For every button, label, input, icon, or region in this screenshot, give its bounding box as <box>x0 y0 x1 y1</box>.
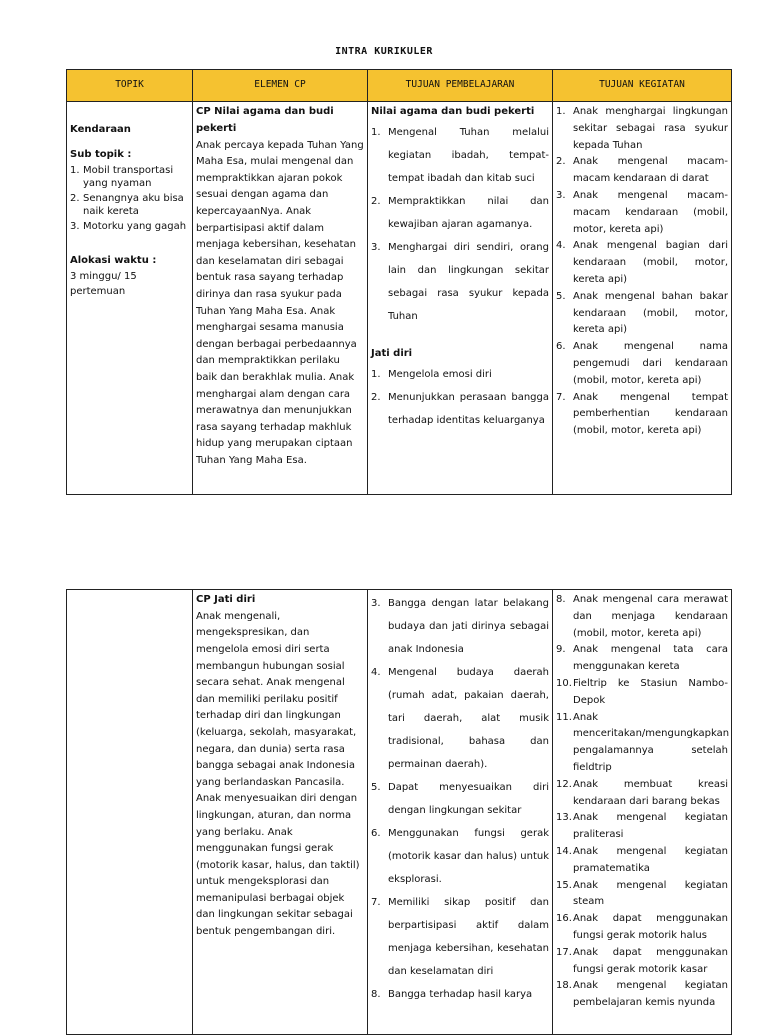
tp-list-jati-diri <box>371 363 549 432</box>
list-item <box>371 776 549 822</box>
list-item-text: Mengenal Tuhan melalui kegiatan ibadah, tempat-tempat ibadah dan kitab suci <box>388 126 549 184</box>
tp-list-nilai-agama <box>371 121 549 328</box>
list-item-number: 9. <box>556 644 566 656</box>
list-item-number: 5. <box>556 290 566 302</box>
cp-text: Anak mengenali, mengekspresikan, dan mengelola emosi diri serta membangun hubungan sosial secara sehat. Anak mengenal dan memiliki perilaku positif terhadap diri dan lingkungan (keluarga, sekolah, masyarakat, negara, dan dunia) serta rasa bangga sebagai anak Indonesia yang berlandaskan Pancasila. Anak menyesuaikan diri dengan lingkungan, aturan, dan norma yang berlaku. Anak menggunakan fungsi gerak (motorik kasar, halus, dan taktil) untuk mengeksplorasi dan memanipulasi berbagai objek dan lingkungan sekitar sebagai bentuk pengembangan diri. <box>196 610 360 938</box>
cp-heading: CP Jati diri <box>196 594 256 605</box>
list-item-text: Anak mengenal kegiatan pramatematika <box>573 845 728 874</box>
list-item-number: 7. <box>556 391 566 403</box>
list-item-number: 15. <box>556 879 572 891</box>
list-item <box>70 220 189 233</box>
list-item-number: 1. <box>556 106 566 117</box>
list-item-number: 17. <box>556 946 572 958</box>
list-item-number: 18. <box>556 980 572 992</box>
header-tujuan-pembelajaran: TUJUAN PEMBELAJARAN <box>368 70 553 102</box>
list-item-number: 2. <box>371 391 381 403</box>
list-item-number: 7. <box>371 897 381 908</box>
list-item-number: 5. <box>371 782 381 793</box>
tujuan-kegiatan-cell <box>553 590 732 1035</box>
list-item-text: Motorku yang gagah <box>83 220 187 232</box>
document-title: INTRA KURIKULER <box>335 46 433 57</box>
list-item <box>371 661 549 776</box>
alokasi-label: Alokasi waktu : <box>70 254 157 266</box>
tujuan-pembelajaran-cell <box>368 102 553 495</box>
list-item-text: Menggunakan fungsi gerak (motorik kasar dan halus) untuk eksplorasi. <box>388 828 549 885</box>
tujuan-kegiatan-cell <box>553 102 732 495</box>
tk-list <box>556 104 728 440</box>
list-item <box>556 945 728 979</box>
curriculum-table-1 <box>66 69 732 495</box>
list-item-text: Menghargai diri sendiri, orang lain dan lingkungan sekitar sebagai rasa syukur kepada Tuhan <box>388 241 549 322</box>
topik-cell-empty <box>67 590 193 1035</box>
list-item-text: Anak mengenal macam-macam kendaraan di darat <box>573 156 728 185</box>
list-item <box>371 592 549 661</box>
topik-cell <box>67 102 193 495</box>
list-item <box>556 238 728 288</box>
list-item <box>556 188 728 238</box>
subtopic-label: Sub topik : <box>70 148 132 160</box>
list-item-number: 4. <box>371 667 381 678</box>
list-item-text: Bangga terhadap hasil karya <box>388 989 533 1000</box>
tp-heading-jati-diri: Jati diri <box>371 347 413 359</box>
list-item-text: Anak mengenal bagian dari kendaraan (mobil, motor, kereta api) <box>573 240 728 285</box>
list-item <box>556 810 728 844</box>
tp-list <box>371 592 549 1006</box>
tp-heading-nilai-agama: Nilai agama dan budi pekerti <box>371 106 535 117</box>
tk-list <box>556 592 728 1012</box>
list-item-number: 6. <box>556 341 566 353</box>
table-header-row <box>67 70 732 102</box>
list-item-number: 1. <box>371 126 381 138</box>
cp-text: Anak percaya kepada Tuhan Yang Maha Esa, mulai mengenal dan mempraktikkan ajaran pokok sesuai dengan agama dan kepercayaanNya. Anak berpartisipasi aktif dalam menjaga kebersihan, kesehatan dan keselamatan diri sebagai bentuk rasa sayang terhadap dirinya dan rasa syukur pada Tuhan Yang Maha Esa. Anak menghargai sesama manusia dengan berbagai perbedaannya dan mempraktikkan perilaku baik dan berakhlak mulia. Anak menghargai alam dengan cara merawatnya dan menunjukkan rasa sayang terhadap makhluk hidup yang merupakan ciptaan Tuhan Yang Maha Esa. <box>196 139 364 466</box>
list-item-text: Anak dapat menggunakan fungsi gerak motorik halus <box>573 913 728 941</box>
list-item-text: Anak dapat menggunakan fungsi gerak motorik kasar <box>573 946 728 975</box>
list-item-text: Memiliki sikap positif dan berpartisipasi aktif dalam menjaga kebersihan, kesehatan dan keselamatan diri <box>388 897 549 977</box>
list-item <box>371 363 549 386</box>
list-item-number: 3. <box>371 598 381 609</box>
list-item-text: Anak mengenal kegiatan praliterasi <box>573 812 728 841</box>
list-item-text: Anak mengenal bahan bakar kendaraan (mobil, motor, kereta api) <box>573 290 728 336</box>
list-item-number: 10. <box>556 677 572 689</box>
list-item <box>371 121 549 190</box>
list-item <box>556 878 728 912</box>
alokasi-text: 3 minggu/ 15 pertemuan <box>70 271 137 298</box>
list-item-text: Anak mengenal cara merawat dan menjaga kendaraan (mobil, motor, kereta api) <box>573 594 728 639</box>
list-item-number: 8. <box>556 594 566 605</box>
list-item-text: Menunjukkan perasaan bangga terhadap identitas keluarganya <box>388 391 549 426</box>
table-row <box>67 590 732 1035</box>
list-item <box>371 386 549 432</box>
list-item <box>556 911 728 945</box>
list-item <box>371 236 549 328</box>
list-item-text: Anak mengenal tempat pemberhentian kendaraan (mobil, motor, kereta api) <box>573 391 728 437</box>
list-item-number: 16. <box>556 913 572 925</box>
list-item-text: Anak mengenal macam-macam kendaraan (mobil, motor, kereta api) <box>573 189 728 235</box>
list-item-text: Mengenal budaya daerah (rumah adat, pakaian daerah, tari daerah, alat musik tradisional, bahasa dan permainan daerah). <box>388 667 549 770</box>
list-item-number: 2. <box>371 195 381 207</box>
list-item <box>556 710 728 777</box>
list-item-number: 4. <box>556 240 566 252</box>
table-row <box>67 102 732 495</box>
list-item-text: Anak menceritakan/mengungkapkan pengalamannya setelah fieldtrip <box>573 711 730 773</box>
list-item-text: Mengelola emosi diri <box>388 368 492 380</box>
list-item <box>70 164 189 190</box>
list-item-text: Bangga dengan latar belakang budaya dan jati dirinya sebagai anak Indonesia <box>388 598 549 655</box>
topic-name: Kendaraan <box>70 124 131 135</box>
elemen-cp-cell <box>193 590 368 1035</box>
list-item <box>70 192 189 218</box>
list-item-number: 3. <box>371 241 381 253</box>
list-item <box>371 891 549 983</box>
header-topik: TOPIK <box>67 70 193 102</box>
list-item-number: 3. <box>556 189 566 201</box>
cp-heading: CP Nilai agama dan budi pekerti <box>196 106 334 134</box>
tujuan-pembelajaran-cell <box>368 590 553 1035</box>
list-item-text: Anak mengenal nama pengemudi dari kendaraan (mobil, motor, kereta api) <box>573 341 728 386</box>
list-item <box>371 822 549 891</box>
list-item-text: Anak mengenal tata cara menggunakan kereta <box>573 644 728 673</box>
list-item-number: 2. <box>556 156 566 168</box>
header-tujuan-kegiatan: TUJUAN KEGIATAN <box>553 70 732 102</box>
list-item-text: Anak menghargai lingkungan sekitar sebagai rasa syukur kepada Tuhan <box>573 106 728 151</box>
elemen-cp-cell <box>193 102 368 495</box>
list-item <box>556 104 728 154</box>
list-item <box>556 844 728 878</box>
list-item <box>556 390 728 440</box>
list-item <box>556 339 728 389</box>
list-item-number: 3. <box>70 220 80 232</box>
list-item-number: 6. <box>371 828 381 839</box>
list-item-number: 1. <box>70 164 80 176</box>
list-item <box>556 642 728 676</box>
list-item-text: Fieltrip ke Stasiun Nambo-Depok <box>573 677 728 706</box>
curriculum-table-2 <box>66 589 732 1035</box>
list-item-number: 13. <box>556 812 572 824</box>
list-item <box>371 983 549 1006</box>
list-item-text: Anak mengenal kegiatan pembelajaran kemis nyunda <box>573 980 728 1009</box>
list-item-number: 1. <box>371 368 381 380</box>
list-item-text: Dapat menyesuaikan diri dengan lingkungan sekitar <box>388 782 549 816</box>
list-item-number: 8. <box>371 989 381 1000</box>
list-item-text: Mempraktikkan nilai dan kewajiban ajaran agamanya. <box>388 195 549 230</box>
list-item <box>556 289 728 339</box>
list-item-number: 12. <box>556 778 572 790</box>
list-item-number: 14. <box>556 845 572 857</box>
subtopic-list <box>70 164 189 233</box>
list-item-number: 2. <box>70 192 80 204</box>
header-elemen-cp: ELEMEN CP <box>193 70 368 102</box>
list-item <box>556 154 728 188</box>
list-item <box>556 978 728 1012</box>
list-item-text: Senangnya aku bisa naik kereta <box>83 192 184 217</box>
list-item-text: Mobil transportasi yang nyaman <box>83 164 174 189</box>
list-item-number: 11. <box>556 711 572 723</box>
list-item <box>556 777 728 811</box>
list-item <box>556 592 728 642</box>
list-item <box>556 676 728 710</box>
list-item-text: Anak membuat kreasi kendaraan dari barang bekas <box>573 778 728 807</box>
list-item <box>371 190 549 236</box>
list-item-text: Anak mengenal kegiatan steam <box>573 879 728 908</box>
